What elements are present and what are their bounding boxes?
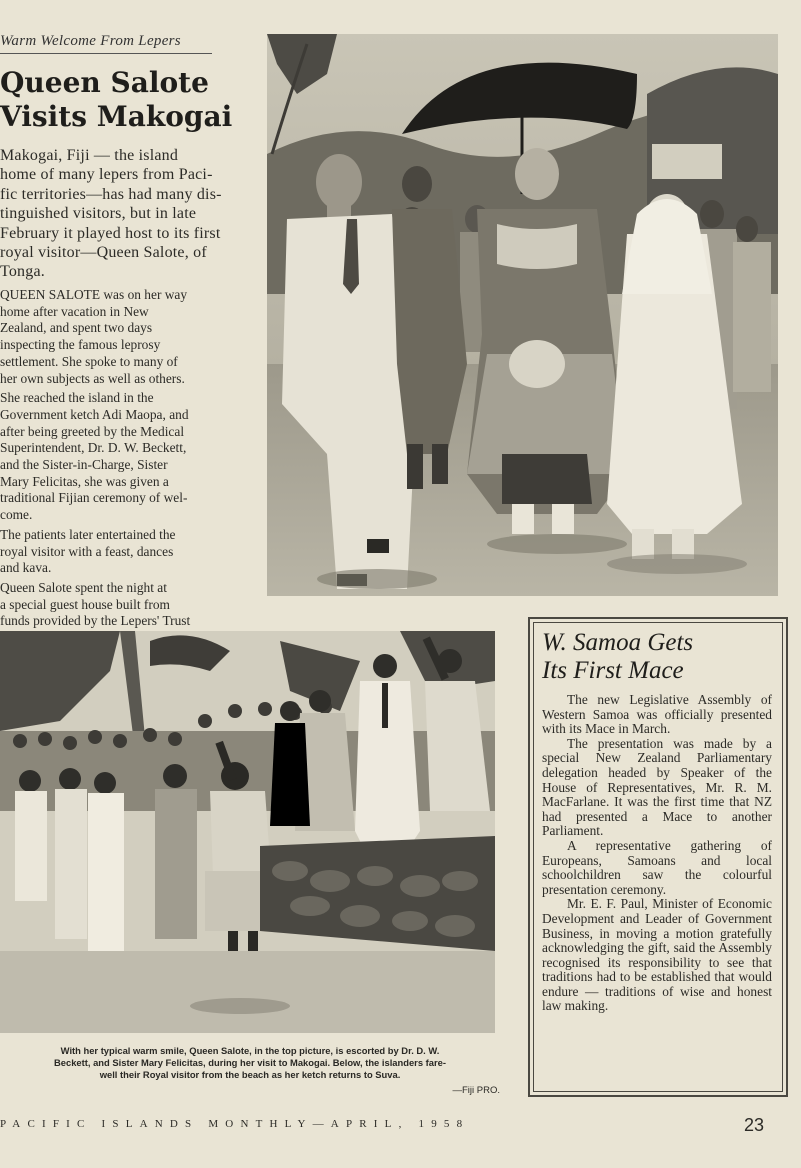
bottom-photo-beach-farewell [0,631,495,1033]
story-paragraph: Queen Salote spent the night at a special guest house built from funds provided by the Lepers' Trust [0,579,191,629]
sidebar-story-body [542,693,772,1014]
story-headline [0,66,250,134]
sidebar-paragraph: Mr. E. F. Paul, Minister of Economic Development and Leader of Government Business, in moving a motion gratefully acknowledging the gift, said the Assembly recognised its responsibility to see that traditions had to be established that would endure — traditions of wise and honest law making. [542,896,772,1014]
sidebar-story-box [528,617,788,1097]
sidebar-story-inner [533,622,783,1092]
sidebar-paragraph: The new Legislative Assembly of Western Samoa was officially presented with its Mace in March. [542,692,772,737]
page-number: 23 [743,1115,764,1135]
story-paragraph: She reached the island in the Government ketch Adi Maopa, and after being greeted by the Medical Superintendent, Dr. D. W. Beckett, and the Sister-in-Charge, Sister Mary Felicitas, she was given a traditional Fijian ceremony of wel- come. [0,390,189,523]
sidebar-story-headline: W. Samoa Gets Its First Mace [542,629,694,684]
headline-line-1: Queen Salote [0,66,209,99]
headline-line-2: Visits Makogai [0,100,233,133]
story-paragraph: QUEEN SALOTE was on her way home after vacation in New Zealand, and spent two days inspecting the famous leprosy settlement. She spoke to many of her own subjects as well as others. [0,287,188,386]
page-footer [0,1115,780,1135]
photo-credit: —Fiji PRO. [452,1085,500,1096]
story-paragraph: The patients later entertained the royal visitor with a feast, dances and kava. [0,526,176,576]
sidebar-paragraph: The presentation was made by a special New Zealand Parliamentary delegation headed by Speaker of the House of Representatives, Mr. R. M. MacFarlane. It was the first time that NZ had presented a Mace to another Parliament. [542,735,772,839]
running-head: PACIFIC ISLANDS MONTHLY—APRIL, 1958 [0,1118,470,1130]
top-photo-queen-salote [267,34,778,596]
sidebar-paragraph: A representative gathering of Europeans, Samoans and local schoolchildren saw the colourful presentation ceremony. [542,837,772,897]
story-kicker: Warm Welcome From Lepers [0,33,212,54]
story-deck: Makogai, Fiji — the island home of many lepers from Paci- fic territories—has had many dis- tinguished visitors, but in late February it played host to its first royal visitor—Queen Salote, of Tonga. [0,147,222,281]
photo-caption: With her typical warm smile, Queen Salote, in the top picture, is escorted by Dr. D. W. Beckett, and Sister Mary Felicitas, during her visit to Makogai. Below, the islanders fare- well their Royal visitor from the beach as her ketch returns to Suva. [54,1045,446,1080]
